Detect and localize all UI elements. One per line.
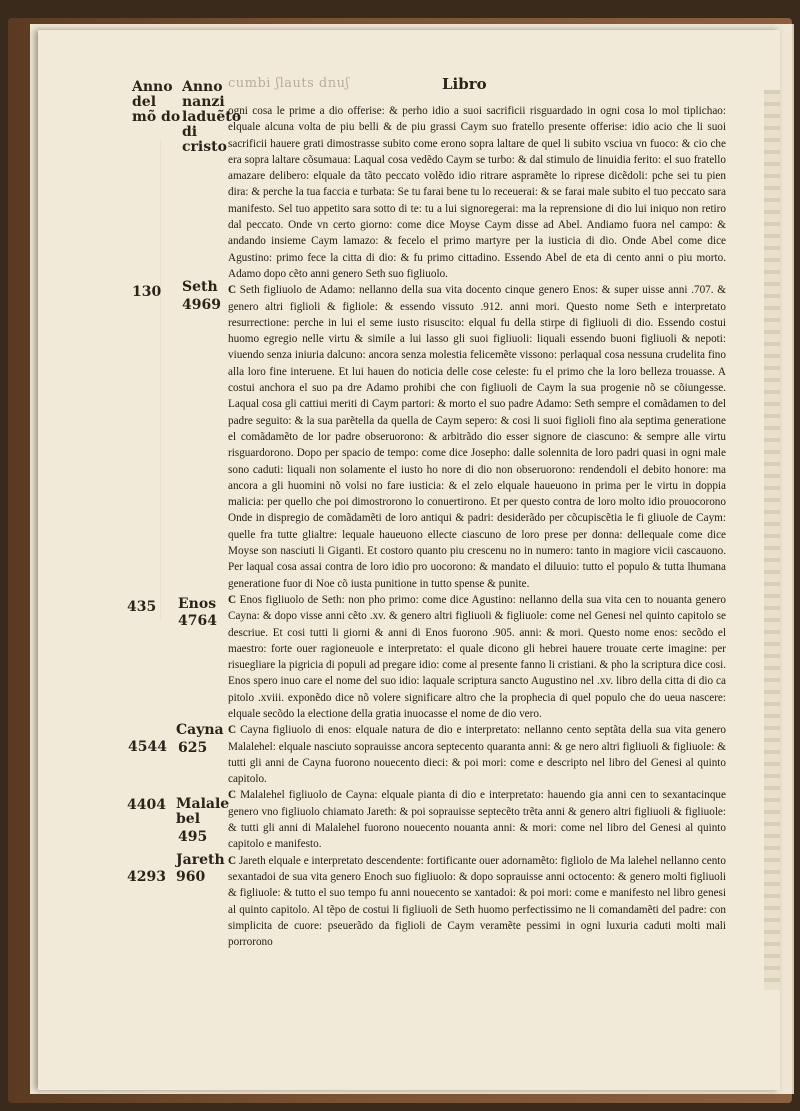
margin-name: Enos [178, 596, 217, 612]
paragraph: C Enos figliuolo de Seth: non pho primo: come dice Agustino: nellanno della sua vita cen to nouanta genero Cayna: & dopo visse anni cẽto .xv. & genero altri figliuoli & figliuole: come nel Genesi nel quinto capitolo se descriue. Et cosi tutti li giorni & anni di Enos fuorono .905. anni: & mori. Questo nome enos: secõdo el maestro: forte ouer ragioneuole e interpretato: el quale dicono gli hebrei hauere trouate certe imagine: per risuegliare la pigricia di populi ad pregare idio: come al presente fanno li cristiani. & pho la scriptura dice cosi. Enos spero inuo care el nome del suo idio: laquale scriptura sancto Augustino nel .xv. libro della citta di dio ca pitolo .xviii. exponẽdo dice nõ volere significare altro che la prophecia di quel populo che do ueua nascere: elquale secõdo la electione della gratia inuocasse el nome de dio vero. [228, 593, 726, 720]
margin-name: Jareth [176, 852, 225, 868]
margin-age: 960 [176, 869, 206, 885]
margin-year: 4544 [128, 739, 167, 755]
paragraph: C Cayna figliuolo di enos: elquale natura de dio e interpretato: nellanno cento septãta della sua vita genero Malalehel: elquale nasciuto soprauisse ancora septecento quaranta anni: & ge nero altri figliuoli & figliuole: & tutti gli anni de Cayna fuorono nouecento dieci: & poi mori: come e descripto nel libro del Genesi al quinto capitolo. [228, 724, 726, 786]
page-title: Libro [442, 75, 487, 93]
column-heading-anno-cristo: Anno nanzi laduẽto di cristo [182, 79, 242, 155]
margin-age: 4764 [178, 613, 217, 629]
margin-age: 625 [178, 740, 208, 756]
paragraph: ogni cosa le prime a dio offerise: & perho idio a suoi sacrificii risguardado in ogni cosa lo mol tiplichao: elquale alcuna volta de piu belli & de piu grassi Caym suo fratello presente offerise: idio acio che li suoi sacrificii hauere grati dimostrasse subito come erono sopra laltare de quel li subito vsciua vn fuoco: & cio che era sopra laltare cõsumaua: Laqual cosa vedẽdo Caym se turbo: & dal stimulo de linuidia ferito: el suo fratello amazare delibero: elquale da tãto peccato volẽdo idio ritrare aspramẽte lo riprese dicẽdoli: pche sei tu pien dira: & perche la tua faccia e turbata: Se tu farai bene tu lo receuerai: & se farai male subito el tuo peccato sara manifesto. Sel tuo appetito sara sotto di te: tu a lui signoregerai: ma la reprensione di dio lui iniquo non retiro dal peccato. Onde vn certo giorno: come dice Moyse Caym disse ad Abel. Andiamo fuora nel campo: & andando insieme Caym lamazo: & fecelo el primo martyre per la iusticia di dio. Onde Abel come dice Agustino: primo fece la citta di dio: & fu primo cittadino. Essendo Abel de eta di cento anni o piu morto. Adamo dopo cẽto anni genero Seth suo figliuolo. [228, 105, 726, 280]
paragraph: C Seth figliuolo de Adamo: nellanno della sua vita docento cinque genero Enos: & super uisse anni .707. & genero altri figlioli & figliole: & essendo vissuto .912. anni mori. Questo nome Seth e interpretato resurrectione: perche in lui el seme iusto risuscito: elqual fu della stirpe di figliuoli di dio. Essendo costui huomo egregio nelle virtu & simile a lui lasso gli suoi figliuoli: liquali essendo buoni figliuoli & nepoti: viuendo senza iniuria dalcuno: ancora senza molestia felicemẽte vissono: perlaqual cosa nessuna crudelita fino alla loro fine interuene. Et lui hauen do noticia delle cose celeste: fu el primo che la loro belleza trouasse. A costui anchora el suo pa dre Adamo prohibi che con figliuoli de Caym la sua progenie nõ se cõiungesse. Laqual cosa gli cattiui meriti di Caym partori: & morto el suo padre Adamo: Seth sempre el comãdamen to del padre seguito: & la sua parẽtella da quella de Caym sepero: & cosi li suoi figlioli fino ala septima generatione el comãdamẽto de lor padre obseruorono: & arbitrãdo dio esser signore de ciascuno: & sempre alle virtu risguardorono. Dopo per spacio de tempo: come dice Josepho: dalle solennita de loro padri quasi in ogni male sono caduti: liquali non solamente el iusto ho nore di dio non obseruorono: rendendoli el debito honore: ma ancora a gli huomini nõ volsi no fare iusticia: & el zelo elquale haueuono in prima per le virtu in doppia malicia: per quello che poi dimostrorono lo conuertirono. Et per questo contra de loro molto idio prouocorono Onde in dispregio de comãdamẽti de loro antiqui & padri: desiderãdo per cõcupiscẽtia le fi gliuole de Caym: quelle fra tutte glialtre: lequale haueuono ellecte ciascuno de loro prese per donna: dellequale come dice Moyse son nasciuti li Giganti. Et costoro quanto piu crescenu no in numero: tanto in magiore vicii cascauono. Per laqual cosa assai contra de loro idio pro uocorono: & mandato el diluuio: tutto el populo & tutta lhumana generatione fuor di Noe cõ iusta punitione in tutto spense & punite. [228, 284, 726, 590]
next-page-edge [764, 90, 780, 990]
margin-name: Malale bel [176, 796, 230, 827]
margin-name: Seth [182, 279, 218, 295]
main-text [228, 103, 726, 950]
paragraph: C Malalehel figliuolo de Cayna: elquale pianta di dio e interpretato: hauendo gia anni cen to sexantacinque genero vno figliuolo chiamato Jareth: & poi soprauisse septecẽto trẽta anni & genero altri figliuoli & figliuole: & tutti gli anni di Malalehel fuorono nouecento nouanta anni: & mori: come nel libro del Genesi al quinto capitolo e manifesto. [228, 789, 726, 851]
margin-year: 435 [127, 599, 157, 615]
column-heading-anno-mondo: Anno del mõ do [132, 79, 181, 125]
faded-ornament [160, 140, 231, 620]
margin-year: 4404 [127, 797, 166, 813]
bleed-through-text: cumbi ʃlauts dnuʃ [228, 76, 350, 91]
margin-age: 4969 [182, 297, 221, 313]
paragraph: C Jareth elquale e interpretato descendente: fortificante ouer adornamẽto: figliolo de Ma lalehel nellanno cento sexantadoi de sua vita genero Enoch suo figliuolo: & dopo soprauisse anni octocento: & genero molti figliuoli & figliuole: & tutto el suo tempo fu anni nouecento se xantadoi: & poi mori: come e manifesto nel libro genesi al quinto capitolo. Al tẽpo de costui li figliuoli de Seth huomo perfectissimo ne li comandamẽti del padre: con simplicita de cuore: pseuerãdo da figlioli de Caym veramẽte pessimi in ogni luxuria caduti molti mali porrorono [228, 854, 726, 949]
margin-name: Cayna [176, 722, 224, 738]
margin-year: 130 [132, 284, 162, 300]
margin-year: 4293 [127, 869, 166, 885]
margin-age: 495 [178, 829, 208, 845]
